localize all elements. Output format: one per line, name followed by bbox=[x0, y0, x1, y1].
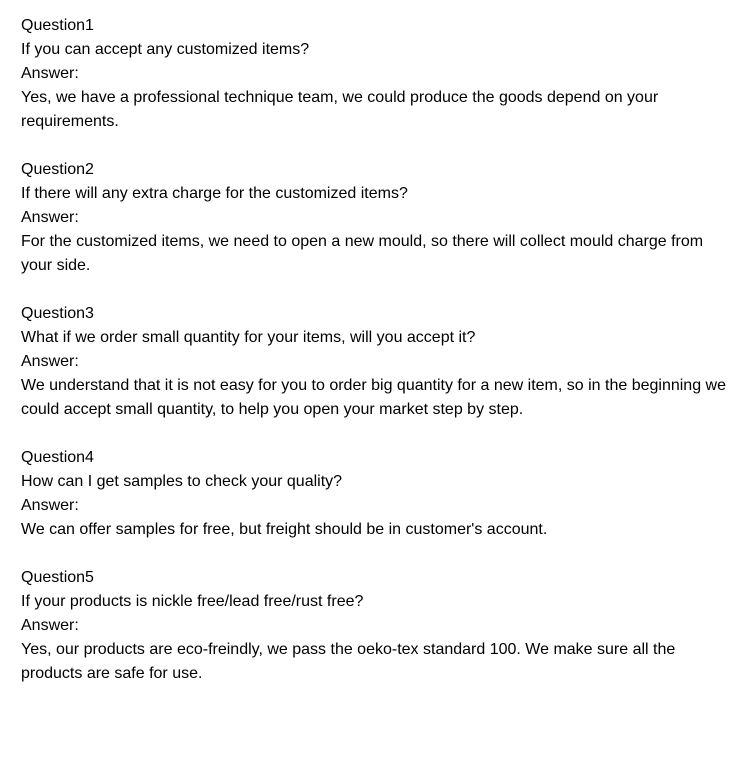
question-text: How can I get samples to check your quality? bbox=[21, 473, 343, 490]
answer-text: Yes, our products are eco-freindly, we pass the oeko-tex standard 100. We make sure all the products are safe for use. bbox=[21, 641, 676, 682]
answer-label: Answer: bbox=[21, 65, 79, 82]
question-text: If you can accept any customized items? bbox=[21, 41, 310, 58]
answer-text: For the customized items, we need to open a new mould, so there will collect mould charge from your side. bbox=[21, 233, 704, 274]
question-label: Question4 bbox=[21, 449, 94, 466]
question-label: Question3 bbox=[21, 305, 94, 322]
question-label: Question1 bbox=[21, 17, 94, 34]
faq-item-2 bbox=[21, 158, 733, 278]
question-text: If there will any extra charge for the customized items? bbox=[21, 185, 408, 202]
answer-label: Answer: bbox=[21, 497, 79, 514]
answer-label: Answer: bbox=[21, 209, 79, 226]
answer-label: Answer: bbox=[21, 353, 79, 370]
answer-text: Yes, we have a professional technique team, we could produce the goods depend on your requirements. bbox=[21, 89, 659, 130]
answer-label: Answer: bbox=[21, 617, 79, 634]
faq-item-5 bbox=[21, 566, 733, 686]
answer-text: We understand that it is not easy for you to order big quantity for a new item, so in the beginning we could accept small quantity, to help you open your market step by step. bbox=[21, 377, 726, 418]
faq-list bbox=[21, 14, 733, 710]
answer-text: We can offer samples for free, but freight should be in customer's account. bbox=[21, 521, 548, 538]
question-text: If your products is nickle free/lead free/rust free? bbox=[21, 593, 364, 610]
faq-item-1 bbox=[21, 14, 733, 134]
faq-item-3 bbox=[21, 302, 733, 422]
question-label: Question5 bbox=[21, 569, 94, 586]
question-text: What if we order small quantity for your items, will you accept it? bbox=[21, 329, 476, 346]
faq-item-4 bbox=[21, 446, 733, 542]
question-label: Question2 bbox=[21, 161, 94, 178]
